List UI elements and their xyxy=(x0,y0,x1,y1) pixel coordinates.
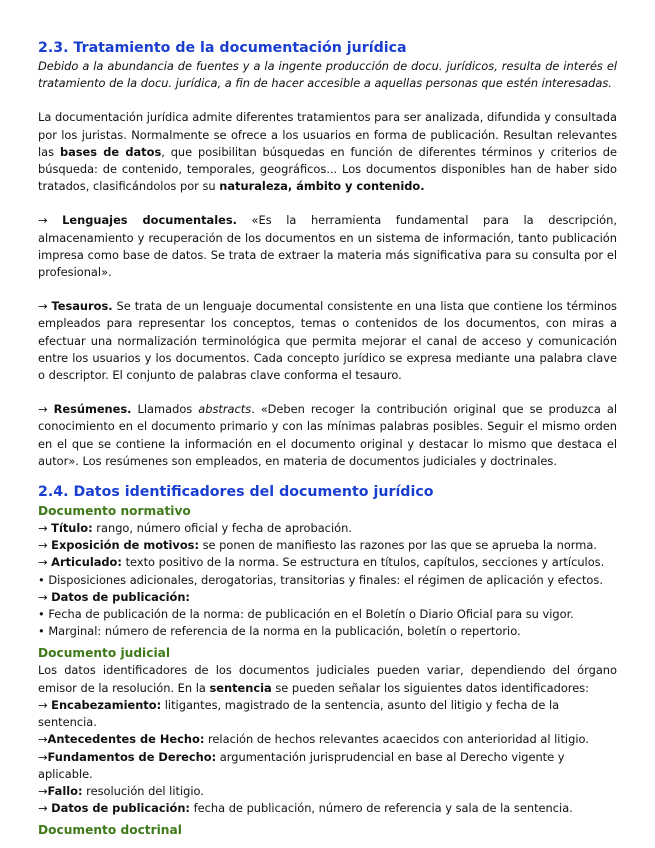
arrow-icon: → xyxy=(38,299,52,314)
list-item: → Exposición de motivos: se ponen de manifiesto las razones por las que se aprueba la norma. xyxy=(38,538,597,553)
documento-judicial-intro: Los datos identificadores de los documentos judiciales pueden variar, dependiendo del órgano emisor de la resolución. En la sentencia se pueden señalar los siguientes datos identificadores: xyxy=(38,663,617,695)
list-item: →Fallo: resolución del litigio. xyxy=(38,783,204,798)
documento-doctrinal-heading: Documento doctrinal xyxy=(38,823,182,838)
paragraph-tesauros: → Tesauros. Se trata de un lenguaje documental consistente en una lista que contiene los términos empleados para representar los conceptos, temas o contenidos de los documentos, con miras a efectuar una normalización terminológica que permita mejorar el canal de acceso y comunicación entre los usuarios y los documentos. Cada concepto jurídico se expresa mediante una palabra clave o descriptor. El conjunto de palabras clave conforma el tesauro. xyxy=(38,299,617,383)
list-item: → Datos de publicación: fecha de publicación, número de referencia y sala de la sentencia. xyxy=(38,801,573,816)
section-2-3-title: 2.3. Tratamiento de la documentación jurídica xyxy=(38,40,407,56)
list-item: • Fecha de publicación de la norma: de publicación en el Boletín o Diario Oficial para su vigor. xyxy=(38,607,574,622)
documento-judicial-list xyxy=(38,697,617,817)
documento-normativo-list xyxy=(38,520,617,640)
paragraph-tratamientos: La documentación jurídica admite diferentes tratamientos para ser analizada, difundida y consultada por los juristas. Normalmente se ofrece a los usuarios en forma de publicación. Resultan relevantes las bases de datos, que posibilitan búsquedas en función de diferentes términos y criterios de búsqueda: de contenido, temporales, geográficos... Los documentos disponibles han de haber sido tratados, clasificándolos por su naturaleza, ámbito y contenido. xyxy=(38,110,618,194)
list-item: → Encabezamiento: litigantes, magistrado de la sentencia, asunto del litigio y fecha de la sentencia. xyxy=(38,697,560,730)
list-item: → Título: rango, número oficial y fecha de aprobación. xyxy=(38,521,352,536)
list-item: • Disposiciones adicionales, derogatorias, transitorias y finales: el régimen de aplicación y efectos. xyxy=(38,572,603,587)
documento-normativo-heading: Documento normativo xyxy=(38,504,191,519)
documento-judicial-heading: Documento judicial xyxy=(38,646,171,661)
list-item: →Antecedentes de Hecho: relación de hechos relevantes acaecidos con anterioridad al litigio. xyxy=(38,732,589,747)
paragraph-lenguajes-documentales: → Lenguajes documentales. «Es la herramienta fundamental para la descripción, almacenamiento y recuperación de los documentos en un sistema de información, tanto publicación impresa como base de datos. Se trata de extraer la materia más significativa para su consulta por el profesional». xyxy=(38,213,617,280)
arrow-icon: → xyxy=(38,213,63,228)
section-2-4-title: 2.4. Datos identificadores del documento jurídico xyxy=(38,484,434,501)
list-item: →Fundamentos de Derecho: argumentación jurisprudencial en base al Derecho vigente y aplicable. xyxy=(38,749,565,781)
list-item: • Marginal: número de referencia de la norma en la publicación, boletín o repertorio. xyxy=(38,624,521,639)
list-item: → Articulado: texto positivo de la norma. Se estructura en títulos, capítulos, secciones y artículos. xyxy=(38,555,605,570)
arrow-icon: → xyxy=(38,402,54,417)
list-item: → Datos de publicación: xyxy=(38,589,190,604)
section-2-3-intro: Debido a la abundancia de fuentes y a la ingente producción de docu. jurídicos, resulta de interés el tratamiento de la docu. jurídica, a fin de hacer accesible a aquellas personas que estén interesadas. xyxy=(38,59,617,91)
paragraph-resumenes: → Resúmenes. Llamados abstracts. «Deben recoger la contribución original que se produzca al conocimiento en el documento primario y con las mínimas palabras posibles. Seguir el mismo orden en el que se contiene la información en el documento original y destacar lo mismo que destaca el autor». Los resúmenes son empleados, en materia de documentos judiciales y doctrinales. xyxy=(38,402,617,468)
